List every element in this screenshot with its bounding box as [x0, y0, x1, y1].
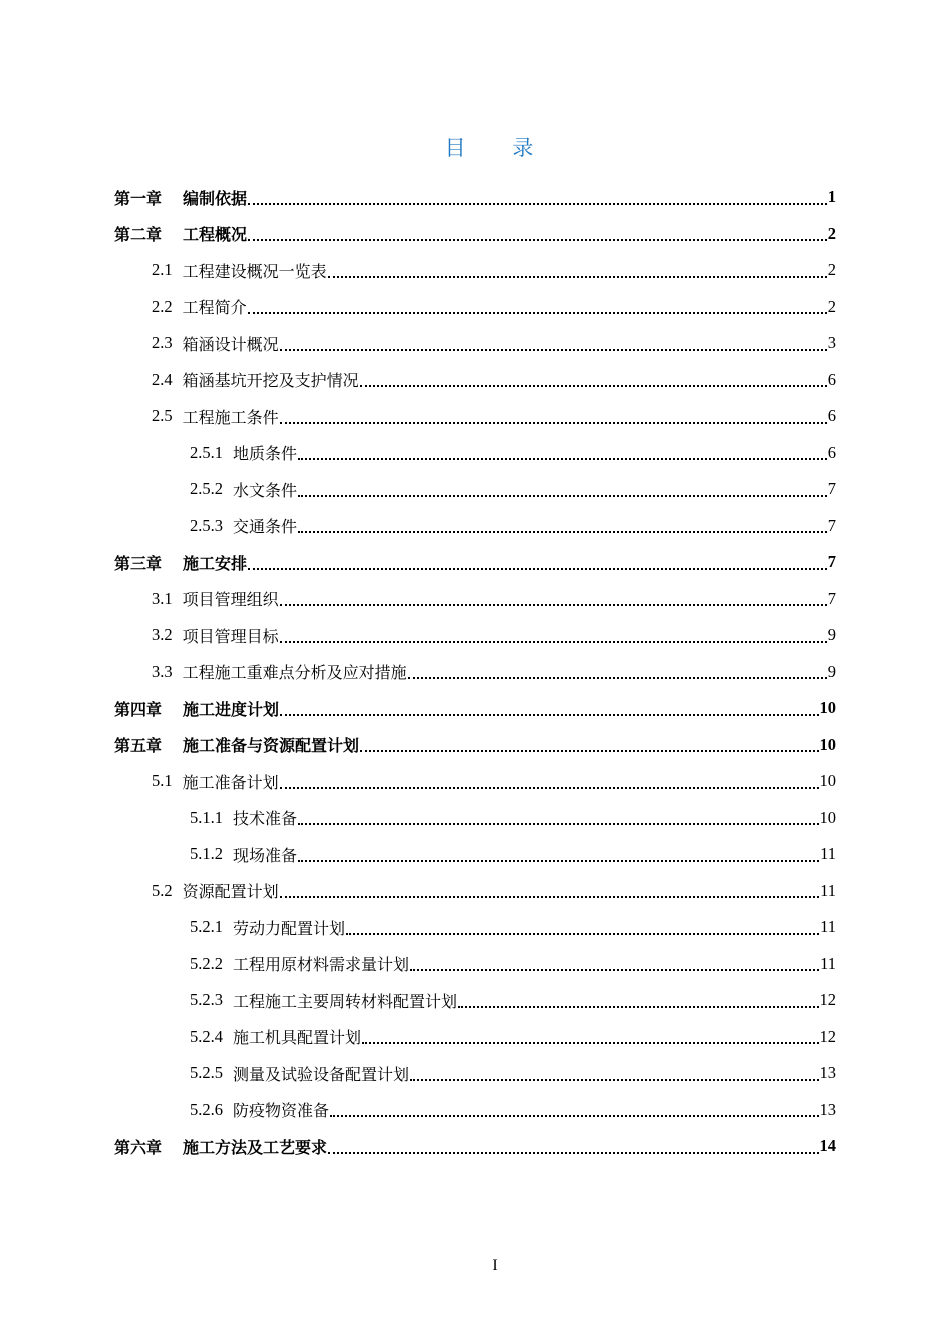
toc-entry-label: 项目管理组织 [182, 590, 279, 610]
toc-entry[interactable] [0, 398, 836, 435]
toc-entry-label: 防疫物资准备 [233, 1101, 330, 1121]
toc-entry-number: 2.5.2 [190, 479, 223, 499]
toc-entry-label: 工程简介 [182, 298, 247, 318]
dot-leader [298, 458, 827, 460]
dot-leader [298, 823, 818, 825]
toc-entry-number: 第三章 [114, 553, 163, 573]
toc-entry[interactable] [0, 909, 836, 946]
toc-entry-number: 2.3 [152, 333, 173, 353]
toc-entry-page: 2 [827, 260, 836, 280]
toc-entry-label: 编制依据 [183, 188, 248, 208]
toc-entry-number: 5.2.3 [190, 990, 223, 1010]
dot-leader [298, 531, 827, 533]
dot-leader [280, 641, 827, 643]
dot-leader [458, 1006, 818, 1008]
dot-leader [280, 604, 827, 606]
toc-entry-number: 5.1.2 [190, 844, 223, 864]
toc-entry-number: 3.3 [152, 661, 173, 681]
dot-leader [248, 568, 827, 570]
dot-leader [328, 276, 827, 278]
page-number: I [492, 1257, 498, 1274]
toc-entry-page: 13 [819, 1063, 836, 1083]
toc-list [0, 179, 950, 1165]
toc-entry-number: 5.2 [152, 880, 173, 900]
dot-leader [280, 787, 819, 789]
toc-entry[interactable] [0, 836, 836, 873]
toc-entry-label: 水文条件 [233, 480, 298, 500]
toc-entry-page: 11 [820, 844, 836, 864]
toc-entry[interactable] [0, 508, 836, 545]
toc-entry-label: 施工进度计划 [183, 699, 280, 719]
toc-entry-page: 13 [819, 1099, 836, 1119]
toc-entry-number: 第六章 [114, 1137, 163, 1157]
dot-leader [362, 1042, 818, 1044]
dot-leader [280, 422, 827, 424]
toc-entry-label: 交通条件 [233, 517, 298, 537]
dot-leader [330, 1115, 818, 1117]
toc-entry-page: 14 [819, 1136, 836, 1156]
toc-entry-page: 10 [819, 807, 836, 827]
toc-entry-number: 2.5.1 [190, 442, 223, 462]
toc-title: 目 录 [444, 136, 554, 160]
toc-entry-number: 5.1 [152, 771, 173, 791]
toc-entry-label: 工程施工条件 [182, 407, 279, 427]
toc-entry-label: 项目管理目标 [182, 626, 279, 646]
toc-entry-label: 箱涵设计概况 [182, 334, 279, 354]
toc-entry-number: 5.2.1 [190, 917, 223, 937]
toc-entry-number: 5.1.1 [190, 807, 223, 827]
dot-leader [298, 495, 827, 497]
toc-entry-number: 2.5 [152, 406, 173, 426]
toc-entry-number: 第二章 [114, 225, 163, 245]
dot-leader [280, 896, 819, 898]
dot-leader [410, 1079, 818, 1081]
toc-entry-number: 第四章 [114, 699, 163, 719]
toc-entry-label: 施工方法及工艺要求 [183, 1137, 328, 1157]
toc-entry-number: 2.2 [152, 296, 173, 316]
toc-entry-number: 3.2 [152, 625, 173, 645]
toc-entry-number: 2.5.3 [190, 515, 223, 535]
toc-entry-page: 11 [820, 880, 836, 900]
dot-leader [410, 969, 819, 971]
dot-leader [346, 933, 819, 935]
toc-entry[interactable] [0, 654, 836, 691]
toc-entry[interactable] [0, 763, 836, 800]
toc-entry-label: 施工机具配置计划 [233, 1028, 362, 1048]
toc-entry-page: 7 [827, 515, 836, 535]
toc-entry[interactable] [0, 1128, 836, 1165]
toc-entry[interactable] [0, 873, 836, 910]
toc-entry-number: 5.2.4 [190, 1026, 223, 1046]
toc-entry-label: 施工准备与资源配置计划 [183, 736, 360, 756]
toc-entry[interactable] [0, 946, 836, 983]
toc-entry-page: 2 [827, 296, 836, 316]
toc-entry-page: 1 [827, 187, 836, 207]
toc-entry-label: 施工安排 [183, 553, 248, 573]
toc-entry[interactable] [0, 1092, 836, 1129]
dot-leader [248, 203, 827, 205]
toc-entry-page: 6 [827, 442, 836, 462]
toc-entry[interactable] [0, 690, 836, 727]
toc-entry[interactable] [0, 1019, 836, 1056]
toc-entry[interactable] [0, 581, 836, 618]
dot-leader [248, 239, 827, 241]
toc-entry-label: 施工准备计划 [182, 772, 279, 792]
toc-entry[interactable] [0, 727, 836, 764]
toc-entry-label: 工程用原材料需求量计划 [233, 955, 410, 975]
toc-entry-page: 3 [827, 333, 836, 353]
toc-entry-label: 劳动力配置计划 [233, 918, 346, 938]
toc-entry-page: 2 [827, 223, 836, 243]
toc-entry-label: 资源配置计划 [182, 882, 279, 902]
toc-entry-page: 7 [827, 479, 836, 499]
dot-leader [360, 750, 818, 752]
toc-entry-label: 工程建设概况一览表 [182, 261, 327, 281]
toc-entry-page: 7 [827, 552, 836, 572]
toc-entry-page: 6 [827, 369, 836, 389]
toc-entry-number: 5.2.5 [190, 1063, 223, 1083]
toc-entry-label: 工程概况 [183, 225, 248, 245]
toc-entry-number: 3.1 [152, 588, 173, 608]
toc-entry-page: 11 [820, 953, 836, 973]
toc-entry-number: 2.4 [152, 369, 173, 389]
toc-entry-page: 10 [819, 771, 836, 791]
toc-entry-number: 第一章 [114, 188, 163, 208]
toc-entry-label: 地质条件 [233, 444, 298, 464]
toc-entry-page: 10 [819, 734, 836, 754]
toc-entry-label: 工程施工主要周转材料配置计划 [233, 991, 458, 1011]
toc-entry-label: 技术准备 [233, 809, 298, 829]
toc-entry-page: 9 [827, 625, 836, 645]
dot-leader [248, 312, 827, 314]
toc-entry-page: 6 [827, 406, 836, 426]
dot-leader [298, 860, 819, 862]
toc-entry-number: 5.2.2 [190, 953, 223, 973]
toc-entry[interactable] [0, 617, 836, 654]
toc-entry[interactable] [0, 544, 836, 581]
dot-leader [280, 714, 818, 716]
toc-entry-number: 第五章 [114, 736, 163, 756]
toc-entry-page: 12 [819, 990, 836, 1010]
toc-entry[interactable] [0, 800, 836, 837]
toc-entry[interactable] [0, 435, 836, 472]
toc-entry-label: 箱涵基坑开挖及支护情况 [182, 371, 359, 391]
toc-entry[interactable] [0, 179, 836, 216]
toc-entry[interactable] [0, 362, 836, 399]
toc-entry[interactable] [0, 1055, 836, 1092]
dot-leader [408, 677, 827, 679]
toc-entry-number: 2.1 [152, 260, 173, 280]
toc-entry-page: 9 [827, 661, 836, 681]
toc-entry-page: 10 [819, 698, 836, 718]
toc-entry-label: 现场准备 [233, 845, 298, 865]
toc-entry-number: 5.2.6 [190, 1099, 223, 1119]
dot-leader [280, 349, 827, 351]
toc-entry[interactable] [0, 216, 836, 253]
toc-entry-page: 11 [820, 917, 836, 937]
toc-entry[interactable] [0, 471, 836, 508]
dot-leader [328, 1152, 818, 1154]
toc-entry[interactable] [0, 252, 836, 289]
toc-entry[interactable] [0, 289, 836, 326]
toc-entry[interactable] [0, 982, 836, 1019]
toc-entry-label: 测量及试验设备配置计划 [233, 1064, 410, 1084]
toc-entry[interactable] [0, 325, 836, 362]
dot-leader [360, 385, 827, 387]
toc-entry-page: 12 [819, 1026, 836, 1046]
toc-entry-label: 工程施工重难点分析及应对措施 [182, 663, 407, 683]
toc-entry-page: 7 [827, 588, 836, 608]
